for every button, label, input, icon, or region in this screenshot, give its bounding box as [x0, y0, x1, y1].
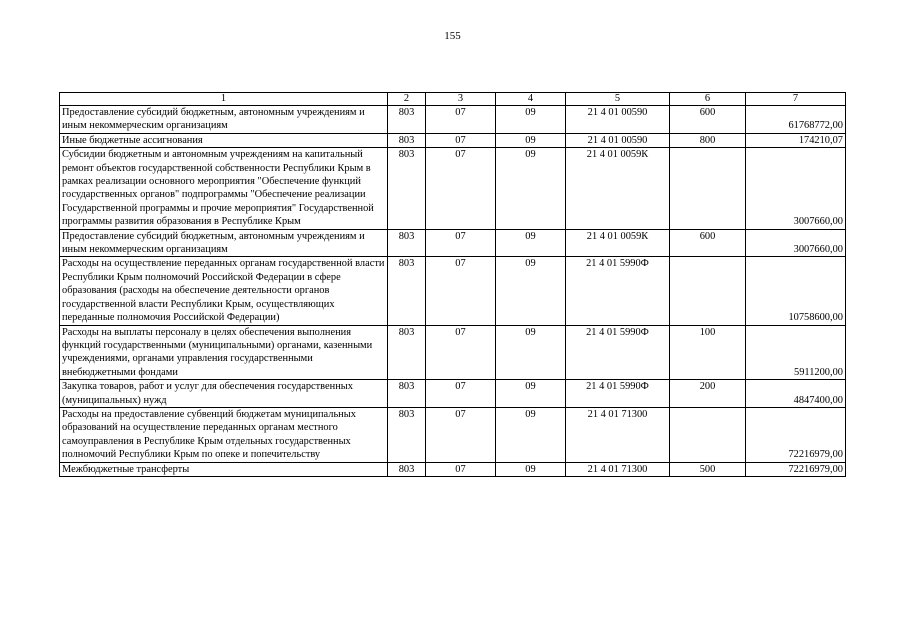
table-cell: 3007660,00 [746, 148, 846, 229]
table-cell: 600 [670, 106, 746, 134]
table-cell: 21 4 01 5990Ф [566, 325, 670, 380]
table-cell: 09 [496, 407, 566, 462]
table-cell: 72216979,00 [746, 462, 846, 476]
table-row [60, 462, 846, 476]
table-cell: 09 [496, 229, 566, 257]
column-header: 5 [566, 93, 670, 106]
table-cell: 800 [670, 133, 746, 147]
page-number: 155 [444, 30, 461, 42]
table-row [60, 133, 846, 147]
table-cell: Расходы на выплаты персоналу в целях обеспечения выполнения функций государственными (муниципальными) органами, казенными учреждениями, органами управления государственными внебюджетными фондами [60, 325, 388, 380]
table-cell: 100 [670, 325, 746, 380]
table-cell: 07 [426, 380, 496, 408]
table-cell: Предоставление субсидий бюджетным, автономным учреждениям и иным некоммерческим организациям [60, 106, 388, 134]
table-cell: 09 [496, 462, 566, 476]
table-cell: 21 4 01 5990Ф [566, 380, 670, 408]
table-cell: 07 [426, 133, 496, 147]
table-cell: 174210,07 [746, 133, 846, 147]
table-header-row [60, 93, 846, 106]
column-header: 2 [388, 93, 426, 106]
table-cell: 200 [670, 380, 746, 408]
table-cell: 500 [670, 462, 746, 476]
table-row [60, 229, 846, 257]
table-cell: 803 [388, 148, 426, 229]
table-cell: 803 [388, 257, 426, 325]
table-cell: 21 4 01 00590 [566, 133, 670, 147]
table-cell: 803 [388, 106, 426, 134]
table-row [60, 148, 846, 229]
table-row [60, 325, 846, 380]
table-cell: 72216979,00 [746, 407, 846, 462]
table-cell: Закупка товаров, работ и услуг для обеспечения государственных (муниципальных) нужд [60, 380, 388, 408]
table-cell: 803 [388, 407, 426, 462]
table-cell: 803 [388, 462, 426, 476]
table-cell: Иные бюджетные ассигнования [60, 133, 388, 147]
table-cell: 09 [496, 325, 566, 380]
table-cell: Межбюджетные трансферты [60, 462, 388, 476]
column-header: 6 [670, 93, 746, 106]
column-header: 4 [496, 93, 566, 106]
table-cell [670, 407, 746, 462]
table-cell: 07 [426, 325, 496, 380]
table-cell: 803 [388, 229, 426, 257]
table-cell: Предоставление субсидий бюджетным, автономным учреждениям и иным некоммерческим организациям [60, 229, 388, 257]
table-cell: 4847400,00 [746, 380, 846, 408]
table-cell: 21 4 01 5990Ф [566, 257, 670, 325]
table-row [60, 380, 846, 408]
column-header: 3 [426, 93, 496, 106]
table-cell: 21 4 01 0059К [566, 229, 670, 257]
table-cell: 5911200,00 [746, 325, 846, 380]
table-cell: 09 [496, 106, 566, 134]
table-cell: 3007660,00 [746, 229, 846, 257]
column-header: 1 [60, 93, 388, 106]
table-row [60, 407, 846, 462]
table-cell: 07 [426, 257, 496, 325]
table-cell: 803 [388, 325, 426, 380]
table-cell: Расходы на осуществление переданных органам государственной власти Республики Крым полномочий Российской Федерации в сфере образования (расходы на обеспечение деятельности органов государственной власти Республики Крым, осуществляющих переданные полномочия Российской Федерации) [60, 257, 388, 325]
table-cell: 803 [388, 133, 426, 147]
table-cell: 07 [426, 462, 496, 476]
table-cell: 600 [670, 229, 746, 257]
table-cell: 21 4 01 71300 [566, 462, 670, 476]
table-cell: 803 [388, 380, 426, 408]
table-cell: 21 4 01 00590 [566, 106, 670, 134]
table-cell: 61768772,00 [746, 106, 846, 134]
table-cell: Расходы на предоставление субвенций бюджетам муниципальных образований на осуществление переданных органам местного самоуправления в Республике Крым отдельных государственных полномочий Республики Крым по опеке и попечительству [60, 407, 388, 462]
table-row [60, 106, 846, 134]
table-cell [670, 257, 746, 325]
table-cell: 21 4 01 71300 [566, 407, 670, 462]
table-cell: 07 [426, 148, 496, 229]
table-cell: 09 [496, 133, 566, 147]
table-cell: 07 [426, 106, 496, 134]
table-cell [670, 148, 746, 229]
table-cell: 07 [426, 229, 496, 257]
budget-table [59, 92, 846, 477]
table-cell: Субсидии бюджетным и автономным учреждениям на капитальный ремонт объектов государственной собственности Республики Крым в рамках реализации основного мероприятия "Обеспечение функций государственных органов" подпрограммы "Обеспечение реализации Государственной программы и прочие мероприятия" Государственной программы развития образования в Республике Крым [60, 148, 388, 229]
table-cell: 09 [496, 380, 566, 408]
table-cell: 21 4 01 0059К [566, 148, 670, 229]
column-header: 7 [746, 93, 846, 106]
table-row [60, 257, 846, 325]
table-cell: 09 [496, 148, 566, 229]
table-cell: 10758600,00 [746, 257, 846, 325]
table-cell: 07 [426, 407, 496, 462]
table-cell: 09 [496, 257, 566, 325]
